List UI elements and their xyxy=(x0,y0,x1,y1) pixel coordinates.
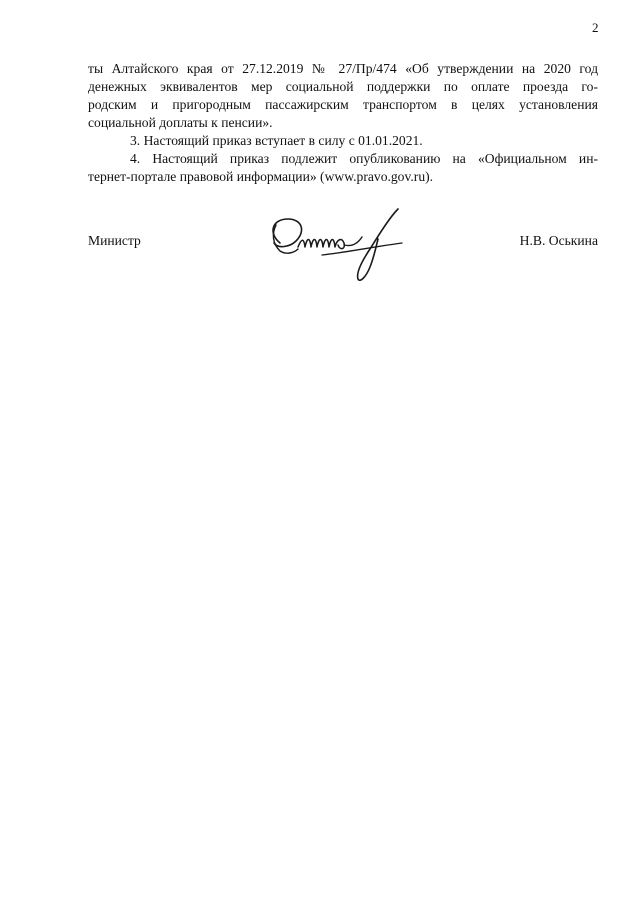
text-line: 4. Настоящий приказ подлежит опубликованию на «Официальном ин- xyxy=(130,151,598,166)
text-line: социальной доплаты к пенсии». xyxy=(88,115,273,130)
text-line: денежных эквивалентов мер социальной поддержки по оплате проезда го- xyxy=(88,79,598,94)
paragraph-continuation xyxy=(88,60,598,132)
document-body xyxy=(88,60,598,186)
handwritten-signature xyxy=(262,203,412,285)
paragraph-item-3: 3. Настоящий приказ вступает в силу с 01.01.2021. xyxy=(130,133,423,148)
text-line: родским и пригородным пассажирским транспортом в целях установления xyxy=(88,97,598,112)
signatory-title: Министр xyxy=(88,233,141,248)
page-number: 2 xyxy=(592,20,599,35)
signatory-name: Н.В. Оськина xyxy=(519,233,598,248)
paragraph-item-4 xyxy=(88,150,598,186)
text-line: тернет-портале правовой информации» (www.pravo.gov.ru). xyxy=(88,169,434,184)
text-line: ты Алтайского края от 27.12.2019 № 27/Пр/474 «Об утверждении на 2020 год xyxy=(88,61,598,76)
